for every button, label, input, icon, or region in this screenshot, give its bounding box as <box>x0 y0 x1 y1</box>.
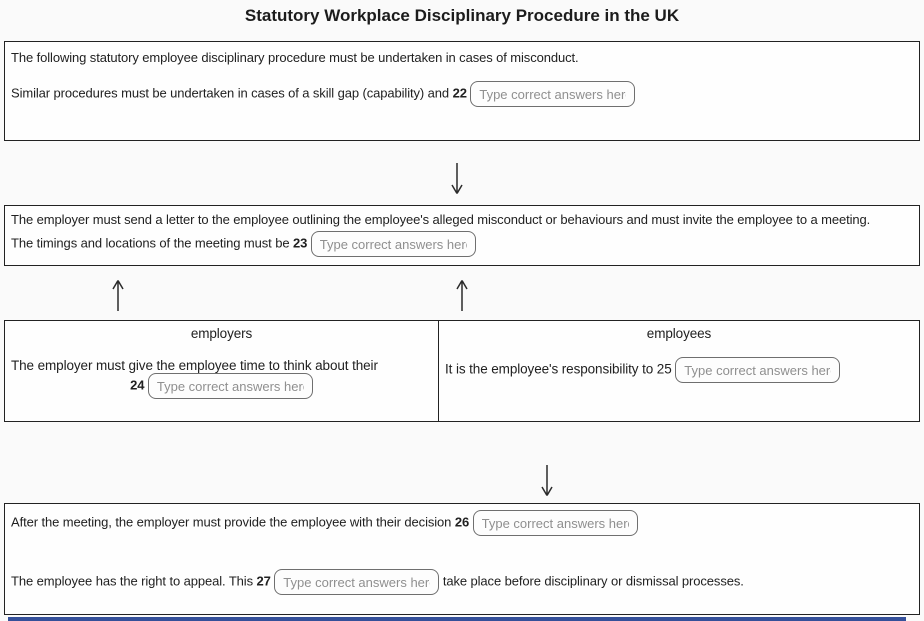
letter-line2 <box>11 231 913 257</box>
page-title: Statutory Workplace Disciplinary Procedure in the UK <box>244 6 680 25</box>
outcome-line2 <box>11 569 913 595</box>
bottom-accent-bar <box>8 617 906 621</box>
question-number-22: 22 <box>452 85 467 101</box>
employees-answer-line <box>445 357 913 383</box>
employers-header: employers <box>190 326 253 341</box>
outcome-line1-text: After the meeting, the employer must provide the employee with their decision <box>11 514 452 530</box>
employees-text: It is the employee's responsibility to <box>445 361 654 377</box>
answer-input-23[interactable] <box>311 231 476 257</box>
intro-line1: The following statutory employee disciplinary procedure must be undertaken in cases of misconduct. <box>11 50 579 65</box>
letter-box <box>4 205 920 266</box>
answer-input-24[interactable] <box>148 373 313 399</box>
outcome-box <box>4 503 920 615</box>
answer-input-26[interactable] <box>473 510 638 536</box>
employees-header: employees <box>646 326 712 341</box>
employers-column <box>5 321 439 421</box>
intro-line2-text: Similar procedures must be undertaken in cases of a skill gap (capability) and <box>11 85 450 101</box>
outcome-line2-text: The employee has the right to appeal. This <box>11 573 253 589</box>
question-number-23: 23 <box>292 235 308 251</box>
letter-line1: The employer must send a letter to the employee outlining the employee's alleged misconduct or behaviours and must invite the employee to a meeting. <box>11 212 871 227</box>
answer-input-22[interactable] <box>470 81 635 107</box>
down-arrow-icon <box>539 464 555 499</box>
responsibilities-box <box>4 320 920 422</box>
up-arrow-icon <box>454 279 470 312</box>
answer-input-27[interactable] <box>274 569 439 595</box>
outcome-line2-suffix: take place before disciplinary or dismissal processes. <box>442 573 744 589</box>
answer-input-25[interactable] <box>675 357 840 383</box>
up-arrow-icon <box>110 279 126 312</box>
question-number-24: 24 <box>130 377 145 393</box>
letter-line2-text: The timings and locations of the meeting must be <box>11 235 290 251</box>
outcome-line1 <box>11 510 913 536</box>
question-number-27: 27 <box>256 573 271 589</box>
down-arrow-icon <box>449 162 465 197</box>
question-number-25: 25 <box>656 361 672 377</box>
intro-line2 <box>11 81 913 107</box>
question-number-26: 26 <box>454 514 470 530</box>
employees-column <box>439 321 919 421</box>
intro-box <box>4 41 920 141</box>
employers-text: The employer must give the employee time to think about their <box>11 358 378 373</box>
employers-answer-line <box>11 373 432 399</box>
